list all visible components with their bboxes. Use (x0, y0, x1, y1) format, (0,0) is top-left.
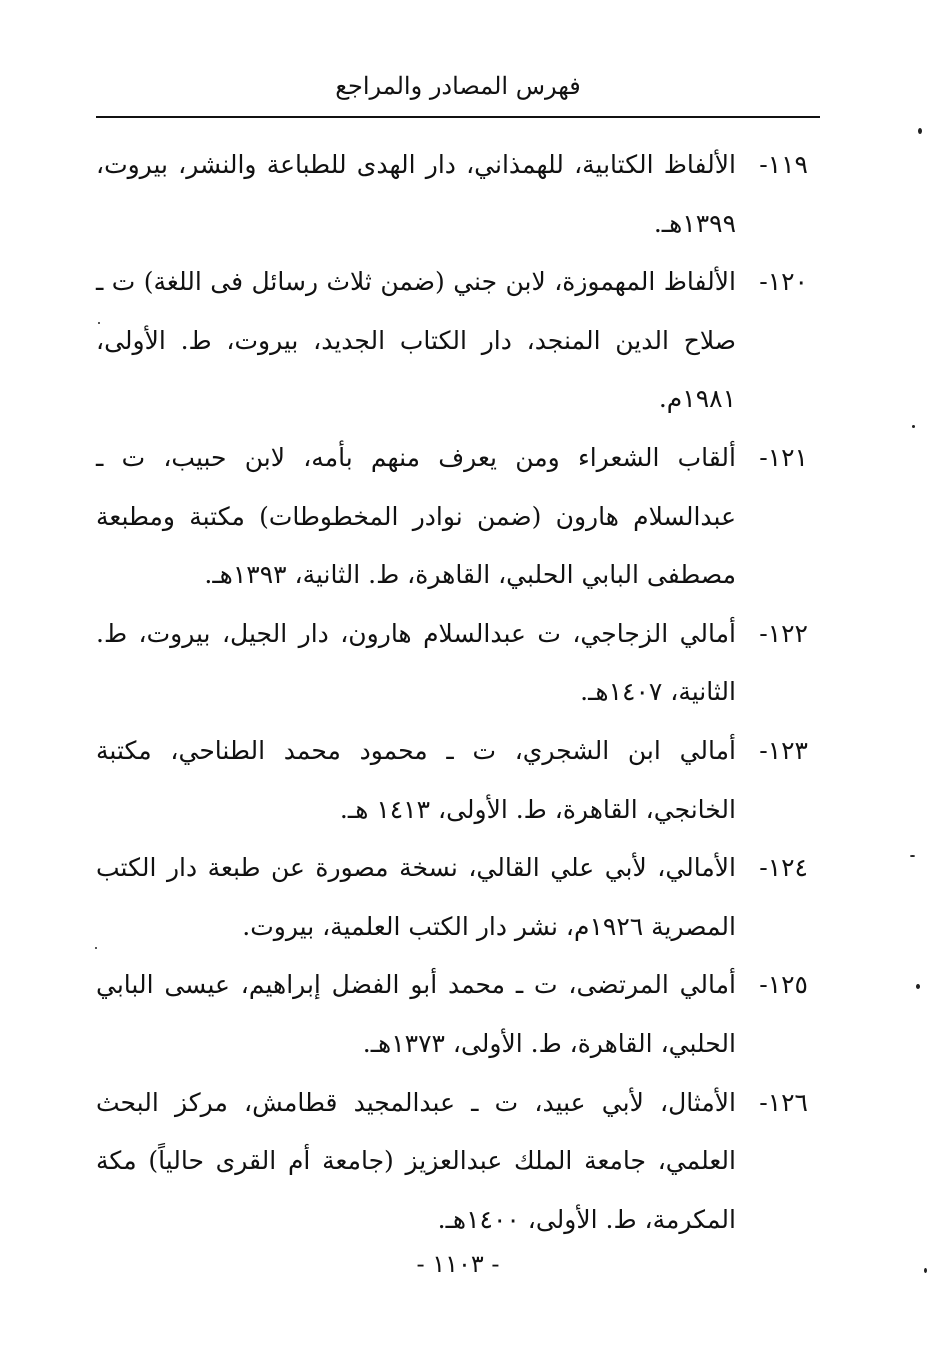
entry-text: ألقاب الشعراء ومن يعرف منهم بأمه، لابن حبيب، ت ـ عبدالسلام هارون (ضمن نوادر المخطوطات) مكتبة ومطبعة مصطفى البابي الحلبي، القاهرة، ط. الثانية، ١٣٩٣هـ. (96, 442, 736, 590)
entry-number: ١٢٥- (759, 970, 808, 1000)
scan-speck (912, 425, 915, 428)
entry-number: ١٢١- (759, 442, 808, 472)
entry-text: الألفاظ المهموزة، لابن جني (ضمن ثلاث رسائل فى اللغة) ت ـ صلاح الدين المنجد، دار الكتاب الجديد، بيروت، ط. الأولى، ١٩٨١م. (96, 267, 736, 414)
entry-number: ١٢٢- (759, 618, 808, 648)
entry-text: أمالي ابن الشجري، ت ـ محمود محمد الطناحي، مكتبة الخانجي، القاهرة، ط. الأولى، ١٤١٣ هـ. (96, 735, 736, 824)
bibliography-entry-126 (96, 1074, 808, 1250)
entry-text: أمالي المرتضى، ت ـ محمد أبو الفضل إبراهيم، عيسى البابي الحلبي، القاهرة، ط. الأولى، ١٣٧٣هـ. (96, 970, 736, 1058)
entry-number: ١٢٦- (759, 1087, 808, 1117)
entry-text: الأمثال، لأبي عبيد، ت ـ عبدالمجيد قطامش، مركز البحث العلمي، جامعة الملك عبدالعزيز (جامعة أم القرى حالياً) مكة المكرمة، ط. الأولى، ١٤٠٠هـ. (96, 1087, 736, 1234)
bibliography-list (96, 136, 808, 1249)
scan-speck (910, 855, 915, 857)
running-header-title: فهرس المصادر والمراجع (335, 72, 581, 100)
entry-number: ١١٩- (759, 150, 808, 179)
bibliography-entry-125 (96, 956, 808, 1073)
entry-text: أمالي الزجاجي، ت عبدالسلام هارون، دار الجيل، بيروت، ط. الثانية، ١٤٠٧هـ. (96, 618, 736, 707)
bibliography-entry-121 (96, 429, 808, 605)
page-number: - ١١٠٣ - (416, 1250, 500, 1278)
entry-text: الأمالي، لأبي علي القالي، نسخة مصورة عن طبعة دار الكتب المصرية ١٩٢٦م، نشر دار الكتب العلمية، بيروت. (96, 853, 736, 941)
entry-number: ١٢٤- (759, 853, 808, 883)
bibliography-entry-120 (96, 253, 808, 429)
scan-speck (918, 128, 922, 134)
entry-text: الألفاظ الكتابية، للهمذاني، دار الهدى للطباعة والنشر، بيروت، ١٣٩٩هـ. (96, 150, 736, 238)
entry-number: ١٢٠- (759, 267, 808, 297)
entry-number: ١٢٣- (759, 735, 808, 765)
bibliography-entry-122 (96, 605, 808, 722)
scan-speck (916, 984, 920, 989)
scan-speck (95, 947, 97, 949)
bibliography-entry-123 (96, 722, 808, 839)
header-divider (96, 116, 820, 118)
bibliography-entry-124 (96, 839, 808, 956)
scan-speck (98, 322, 100, 324)
bibliography-entry-119 (96, 136, 808, 253)
scan-speck (924, 1268, 927, 1273)
